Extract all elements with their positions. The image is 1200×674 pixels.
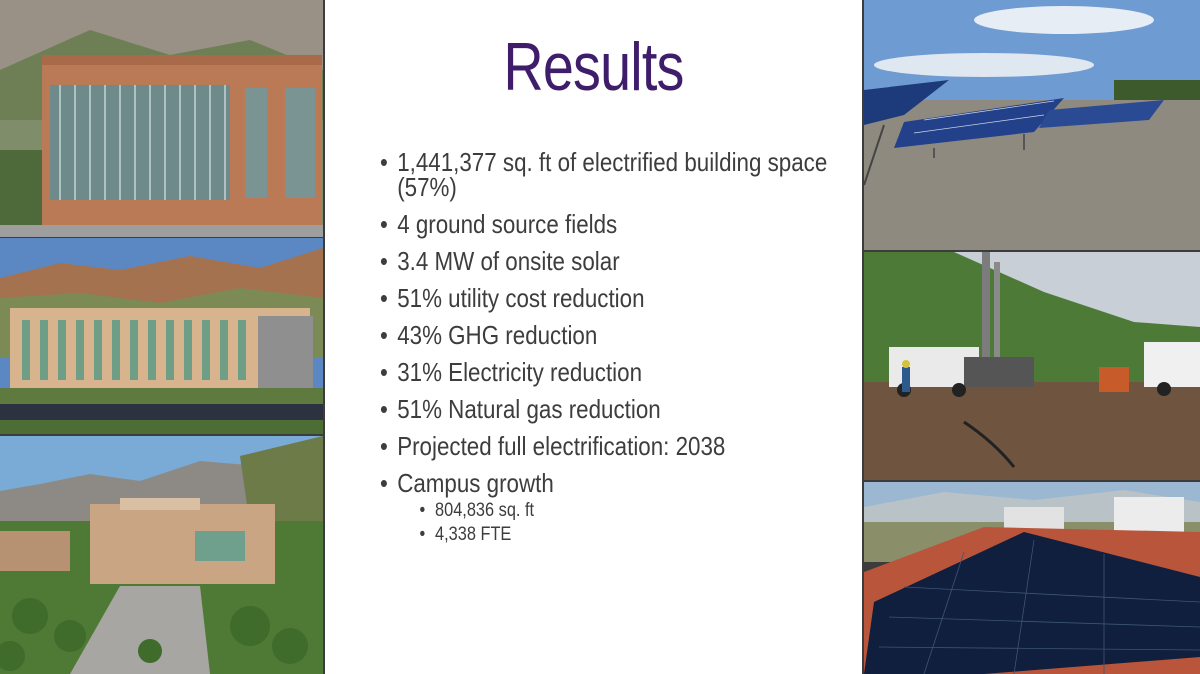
drilling-rig-photo — [864, 252, 1200, 480]
sub-bullet-list — [420, 500, 862, 546]
bullet-item: • Projected full electrification: 2038 — [380, 434, 862, 459]
bullet-label: Campus growth — [397, 468, 554, 498]
sub-bullet-item: • 4,338 FTE — [420, 524, 862, 546]
bullet-item: • 51% utility cost reduction — [380, 286, 862, 311]
bullet-item: • 4 ground source fields — [380, 212, 862, 237]
bullet-item: • 1,441,377 sq. ft of electrified building space (57%) — [380, 150, 862, 200]
bullet-item: • 51% Natural gas reduction — [380, 397, 862, 422]
bullet-item: • 31% Electricity reduction — [380, 360, 862, 385]
campus-aerial-photo — [0, 436, 323, 674]
ground-solar-array-photo — [864, 0, 1200, 250]
slide-title: Results — [503, 29, 684, 105]
bullet-item-campus-growth — [380, 468, 862, 546]
results-list — [380, 147, 850, 558]
slide-content — [325, 0, 862, 674]
building-striped-facade-photo — [0, 238, 323, 434]
bullet-item: • 43% GHG reduction — [380, 323, 862, 348]
rooftop-solar-photo — [864, 482, 1200, 674]
bullet-item: • 3.4 MW of onsite solar — [380, 249, 862, 274]
building-brick-mountains-photo — [0, 0, 323, 237]
sub-bullet-item: • 804,836 sq. ft — [420, 500, 862, 522]
